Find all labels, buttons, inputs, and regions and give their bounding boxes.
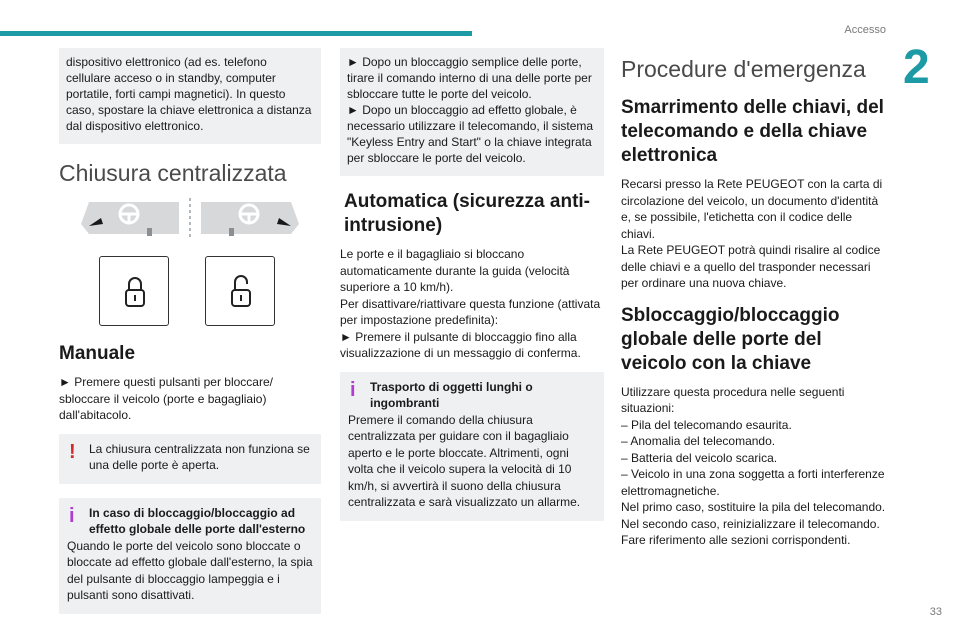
- global-unlocking-text: Utilizzare questa procedura nelle seguenti situazioni: – Pila del telecomando esaurita. – Anomalia del telecomando. – Batteria del veicolo scarica. – Veicolo in una zona soggetta a forti interferenze elettromagnetiche. Nel primo caso, sostituire la pila del telecomando. Nel secondo caso, reinizializzare il telecomando. Fare riferimento alle sezioni corrispondenti.: [621, 384, 886, 547]
- unlock-button: [205, 256, 275, 326]
- dashboard-illustration: [59, 194, 321, 254]
- heading-global-unlocking: Sbloccaggio/bloccaggio globale delle porte del veicolo con la chiave: [621, 304, 840, 374]
- info-note-title: Trasporto di oggetti lunghi o ingombranti: [370, 379, 533, 410]
- section-heading-central-locking: Chiusura centralizzata: [59, 160, 287, 186]
- heading-manual: Manuale: [59, 343, 136, 364]
- warning-note: [59, 434, 321, 484]
- column-2: [340, 48, 604, 521]
- central-locking-illustration: [59, 194, 321, 324]
- info-icon: i: [69, 504, 75, 527]
- page-number: 33: [929, 606, 942, 618]
- lost-keys-text: Recarsi presso la Rete PEUGEOT con la carta di circolazione del veicolo, un documento d'identità e, se possibile, l'etichetta con il codice delle chiavi. La Rete PEUGEOT potrà quindi risalire al codice delle chiavi e a quello del trasponder necessari per ordinare una nuova chiave.: [621, 177, 883, 290]
- chapter-number: 2: [903, 41, 930, 94]
- continued-note: dispositivo elettronico (ad es. telefono cellulare acceso o in standby, computer portatile, forti campi magnetici). In questo caso, spostare la chiave elettronica a distanza dal dispositivo elettronico.: [59, 48, 321, 144]
- info-note-title: In caso di bloccaggio/bloccaggio ad effetto globale delle porte dall'esterno: [89, 505, 306, 536]
- column-3: [621, 54, 889, 549]
- unlocking-note: [340, 48, 604, 176]
- unlocking-note-text: ► Dopo un bloccaggio semplice delle porte, tirare il comando interno di una delle porte per sbloccare tutte le porte del veicolo. ► Dopo un bloccaggio ad effetto globale, è necessario utilizzare il telecomando, il sistema "Keyless Entry and Start" o la chiave integrata per sbloccare le porte del veicolo.: [347, 55, 594, 165]
- info-note-external-locking: [59, 498, 321, 614]
- manual-instructions: ► Premere questi pulsanti per bloccare/ sbloccare il veicolo (porte e bagagliaio) dall'abitacolo.: [59, 375, 273, 422]
- info-icon: i: [350, 378, 356, 401]
- column-1: [59, 48, 321, 614]
- info-note-long-objects: [340, 372, 604, 521]
- heading-automatic: Automatica (sicurezza anti-intrusione): [344, 191, 590, 236]
- automatic-text: Le porte e il bagagliaio si bloccano automaticamente durante la guida (velocità superiore a 10 km/h). Per disattivare/riattivare questa funzione (attivata per impostazione predefinita): ► Premere il pulsante di bloccaggio fino alla visualizzazione di un messaggio di conferma.: [340, 247, 601, 360]
- info-note-text: Premere il comando della chiusura centralizzata per guidare con il bagagliaio aperto e le porte bloccate. Altrimenti, ogni volta che il veicolo supera la velocità di 10 km/h, si avvertirà il suono della chiusura centralizzata e sarà visualizzato un allarme.: [348, 412, 581, 509]
- warning-exclamation-icon: !: [69, 440, 76, 463]
- section-title: Accesso: [844, 24, 886, 36]
- section-heading-emergency: Procedure d'emergenza: [621, 56, 866, 82]
- info-note-text: Quando le porte del veicolo sono bloccate o bloccate ad effetto globale dall'esterno, la spia del pulsante di bloccaggio lampeggia e i pulsanti sono disattivati.: [67, 538, 313, 602]
- header-accent-bar: [0, 31, 472, 36]
- lock-button: [99, 256, 169, 326]
- warning-note-text: La chiusura centralizzata non funziona se una delle porte è aperta.: [89, 441, 310, 472]
- padlock-unlocked-icon: [206, 257, 276, 327]
- heading-lost-keys: Smarrimento delle chiavi, del telecomando e della chiave elettronica: [621, 97, 884, 166]
- padlock-locked-icon: [100, 257, 170, 327]
